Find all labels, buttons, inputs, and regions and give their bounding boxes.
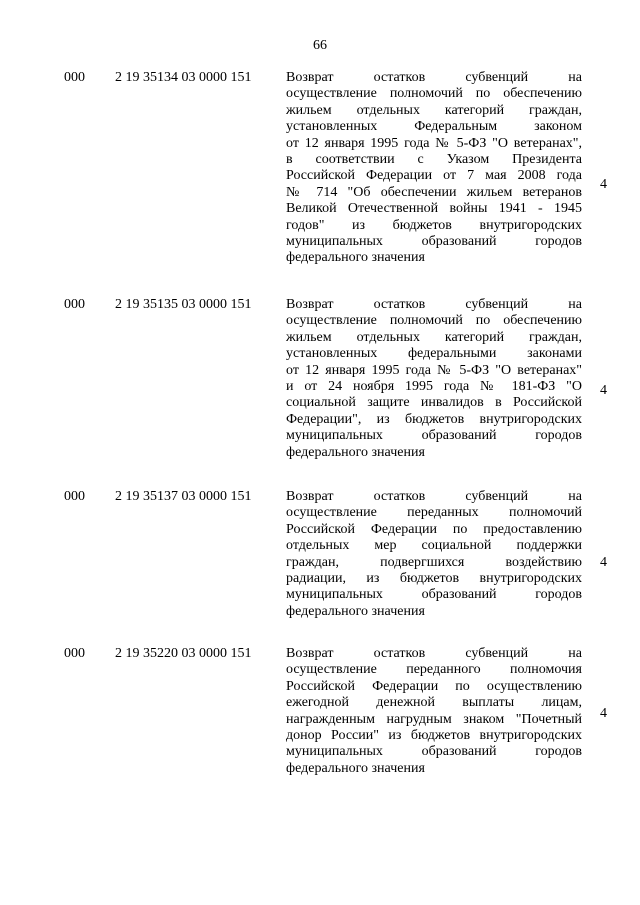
page-number: 66 xyxy=(313,38,327,53)
description-line: ежегодной денежной выплаты лицам, xyxy=(286,695,582,711)
description-line: Российской Федерации от 7 мая 2008 года xyxy=(286,168,582,184)
row-description xyxy=(286,297,582,461)
description-line: жильем отдельных категорий граждан, xyxy=(286,102,582,118)
description-line: от 12 января 1995 года № 5-ФЗ "О ветеранах" xyxy=(286,362,582,378)
description-line: в соответствии с Указом Президента xyxy=(286,151,582,167)
description-line: федерального значения xyxy=(286,250,425,266)
admin-code: 000 xyxy=(64,646,85,661)
column-4-value: 4 xyxy=(600,555,607,570)
description-line: установленных Федеральным законом xyxy=(286,119,582,135)
description-line: радиации, из бюджетов внутригородских xyxy=(286,570,582,586)
description-line: осуществление полномочий по обеспечению xyxy=(286,86,582,102)
description-line: федерального значения xyxy=(286,603,425,619)
description-line: Возврат остатков субвенций на xyxy=(286,646,582,661)
description-line: № 714 "Об обеспечении жильем ветеранов xyxy=(286,184,582,200)
description-line: осуществление переданного полномочия xyxy=(286,662,582,678)
admin-code: 000 xyxy=(64,489,85,504)
description-line: осуществление переданных полномочий xyxy=(286,505,582,521)
description-line: жильем отдельных категорий граждан, xyxy=(286,329,582,345)
kbk-code: 2 19 35135 03 0000 151 xyxy=(115,297,252,312)
row-description xyxy=(286,70,582,267)
description-line: Возврат остатков субвенций на xyxy=(286,70,582,85)
description-line: федерального значения xyxy=(286,444,425,460)
description-line: осуществление полномочий по обеспечению xyxy=(286,313,582,329)
description-line: отдельных мер социальной поддержки xyxy=(286,538,582,554)
description-line: муниципальных образований городов xyxy=(286,428,582,444)
description-line: и от 24 ноября 1995 года № 181-ФЗ "О xyxy=(286,378,582,394)
kbk-code: 2 19 35137 03 0000 151 xyxy=(115,489,252,504)
column-4-value: 4 xyxy=(600,706,607,721)
description-line: Российской Федерации по предоставлению xyxy=(286,521,582,537)
admin-code: 000 xyxy=(64,70,85,85)
column-4-value: 4 xyxy=(600,383,607,398)
description-line: от 12 января 1995 года № 5-ФЗ "О ветеранах", xyxy=(286,135,582,151)
description-line: муниципальных образований городов xyxy=(286,233,582,249)
admin-code: 000 xyxy=(64,297,85,312)
description-line: Великой Отечественной войны 1941 - 1945 xyxy=(286,201,582,217)
description-line: Федерации", из бюджетов внутригородских xyxy=(286,411,582,427)
description-line: Возврат остатков субвенций на xyxy=(286,297,582,312)
description-line: социальной защите инвалидов в Российской xyxy=(286,395,582,411)
description-line: граждан, подвергшихся воздействию xyxy=(286,554,582,570)
description-line: Российской Федерации по осуществлению xyxy=(286,678,582,694)
description-line: годов" из бюджетов внутригородских xyxy=(286,217,582,233)
column-4-value: 4 xyxy=(600,177,607,192)
row-description xyxy=(286,646,582,777)
description-line: награжденным нагрудным знаком "Почетный xyxy=(286,711,582,727)
description-line: донор России" из бюджетов внутригородских xyxy=(286,727,582,743)
description-line: федерального значения xyxy=(286,760,425,776)
kbk-code: 2 19 35220 03 0000 151 xyxy=(115,646,252,661)
description-line: установленных федеральными законами xyxy=(286,346,582,362)
kbk-code: 2 19 35134 03 0000 151 xyxy=(115,70,252,85)
description-line: Возврат остатков субвенций на xyxy=(286,489,582,504)
row-description xyxy=(286,489,582,620)
description-line: муниципальных образований городов xyxy=(286,744,582,760)
description-line: муниципальных образований городов xyxy=(286,587,582,603)
